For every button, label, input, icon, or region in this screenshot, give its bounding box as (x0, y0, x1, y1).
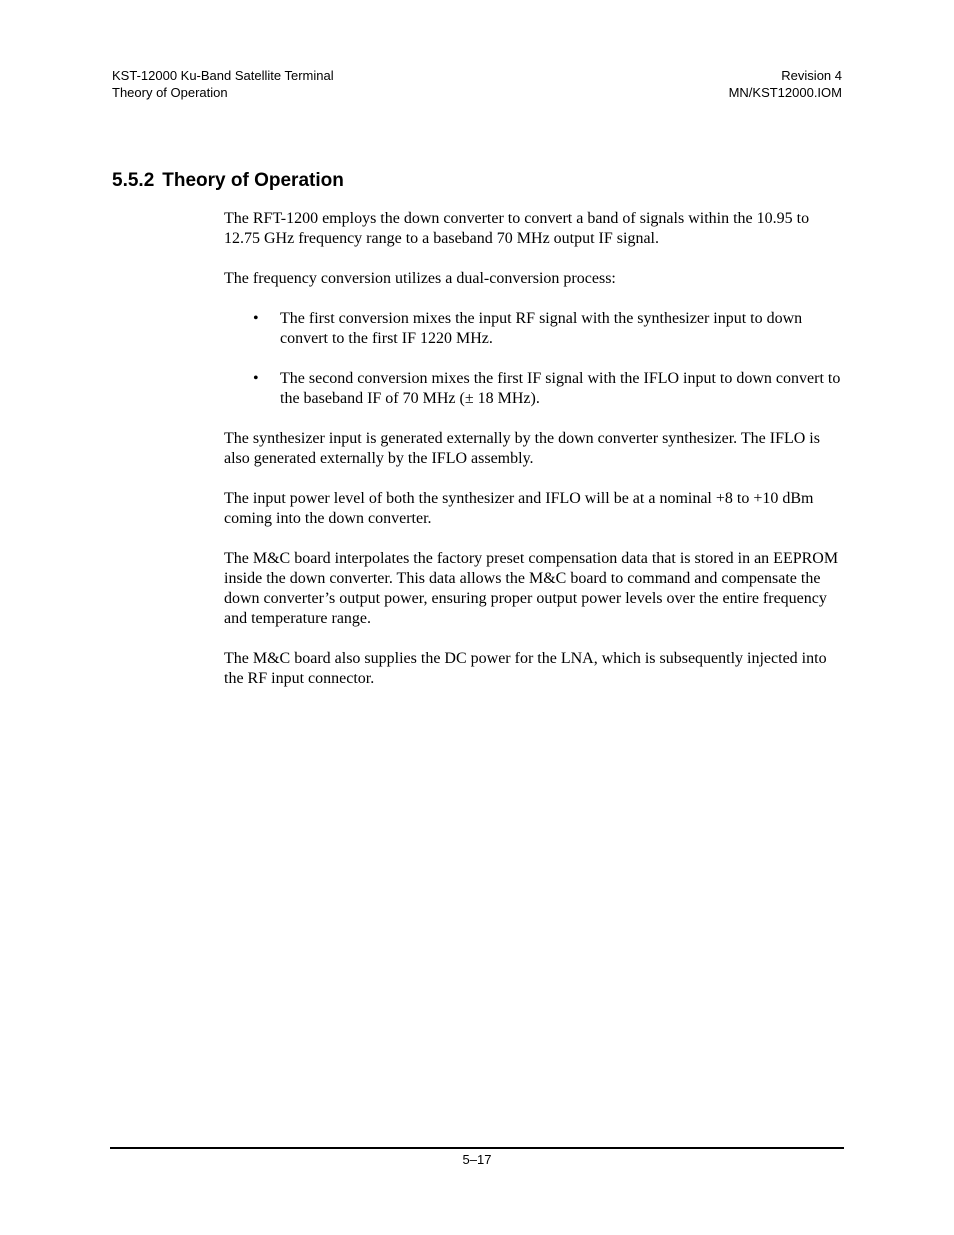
paragraph-intro: The RFT-1200 employs the down converter to convert a band of signals within the 10.95 to 12.75 GHz frequency range to a baseband 70 MHz output IF signal. (224, 210, 810, 247)
list-item (253, 309, 846, 349)
running-header-right (729, 67, 842, 101)
bullet-icon: • (253, 370, 259, 387)
list-item (253, 369, 846, 409)
page-number: 5–17 (462, 1152, 492, 1167)
document-title: KST-12000 Ku-Band Satellite Terminal (112, 68, 334, 83)
list-item-text: The second conversion mixes the first IF signal with the IFLO input to down convert to the baseband IF of 70 MHz (± 18 MHz). (280, 370, 841, 407)
paragraph-mc-board-power: The M&C board also supplies the DC power for the LNA, which is subsequently injected into the RF input connector. (224, 650, 827, 687)
paragraph-synthesizer: The synthesizer input is generated externally by the down converter synthesizer. The IFLO is also generated externally by the IFLO assembly. (224, 430, 820, 467)
section-title: Theory of Operation (162, 170, 344, 191)
section-number: 5.5.2 (112, 170, 155, 191)
section-heading (112, 170, 344, 192)
chapter-title: Theory of Operation (112, 85, 228, 100)
revision-label: Revision 4 (781, 68, 842, 83)
manual-number: MN/KST12000.IOM (728, 85, 842, 100)
list-item-text: The first conversion mixes the input RF signal with the synthesizer input to down convert to the first IF 1220 MHz. (280, 310, 803, 347)
bullet-icon: • (253, 310, 259, 327)
paragraph-conversion-process: The frequency conversion utilizes a dual-conversion process: (224, 270, 616, 287)
paragraph-power-level: The input power level of both the synthesizer and IFLO will be at a nominal +8 to +10 dBm coming into the down converter. (224, 490, 814, 527)
running-header-left (112, 67, 334, 101)
section-body (224, 209, 846, 709)
footer-divider (110, 1147, 844, 1149)
paragraph-mc-board-compensation: The M&C board interpolates the factory preset compensation data that is stored in an EEPROM inside the down converter. This data allows the M&C board to command and compensate the down converter’s output power, ensuring proper output power levels over the entire frequency and temperature range. (224, 550, 839, 627)
conversion-steps-list (224, 309, 846, 409)
